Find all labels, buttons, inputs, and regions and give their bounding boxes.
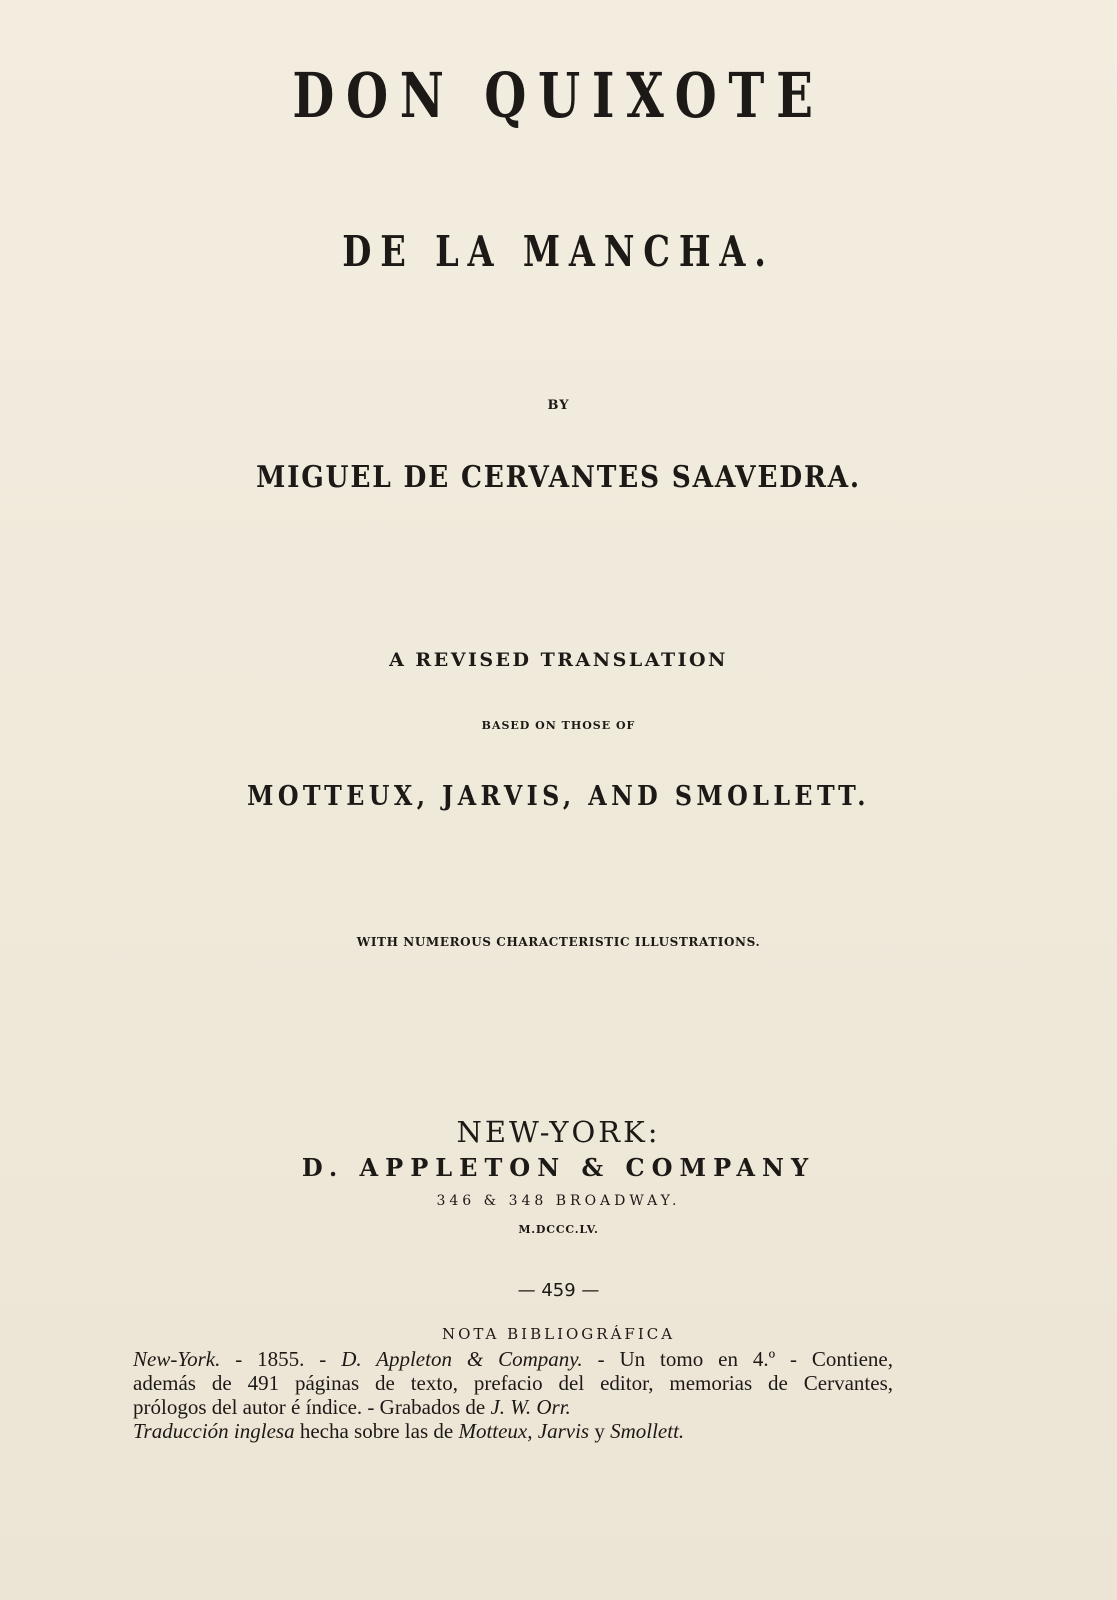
book-title: DON QUIXOTE (292, 59, 825, 132)
note-engraver: J. W. Orr. (490, 1395, 571, 1419)
note-place: New-York. (133, 1347, 221, 1371)
imprint-year: M.DCCC.LV. (518, 1223, 599, 1236)
note-line-4 (133, 1419, 893, 1443)
illustrations-line: WITH NUMEROUS CHARACTERISTIC ILLUSTRATIONS. (356, 935, 761, 949)
page-number: — 459 — (517, 1280, 600, 1301)
by-line: BY (547, 398, 570, 413)
note-date: - 1855. - (220, 1347, 342, 1371)
book-subtitle: DE LA MANCHA. (342, 227, 775, 276)
note-line-3 (133, 1395, 893, 1419)
translators-line: MOTTEUX, JARVIS, AND SMOLLETT. (247, 781, 870, 812)
translation-line: A REVISED TRANSLATION (389, 649, 728, 671)
bibliographic-note (133, 1347, 893, 1443)
note-publisher: D. Appleton & Company. (341, 1347, 583, 1371)
note-translation-text: hecha sobre las de (294, 1419, 459, 1443)
note-translator-last: Smollett. (610, 1419, 685, 1443)
note-line-2: además de 491 páginas de texto, prefacio del editor, memorias de Cervantes, (133, 1371, 893, 1395)
note-line-1 (133, 1347, 893, 1371)
based-on-line: BASED ON THOSE OF (481, 719, 636, 732)
imprint-city: NEW-YORK: (456, 1115, 661, 1149)
note-translator-names: Motteux, Jarvis (458, 1419, 590, 1443)
note-heading: NOTA BIBLIOGRÁFICA (441, 1325, 676, 1343)
imprint-address: 346 & 348 BROADWAY. (436, 1193, 681, 1209)
author-name: MIGUEL DE CERVANTES SAAVEDRA. (256, 460, 861, 495)
note-translation-label: Traducción inglesa (133, 1419, 295, 1443)
imprint-publisher: D. APPLETON & COMPANY (301, 1153, 816, 1182)
note-conjunction: y (589, 1419, 611, 1443)
note-format: - Un tomo en 4.º - Contiene, (582, 1347, 893, 1371)
note-contents: prólogos del autor é índice. - Grabados de (133, 1395, 491, 1419)
